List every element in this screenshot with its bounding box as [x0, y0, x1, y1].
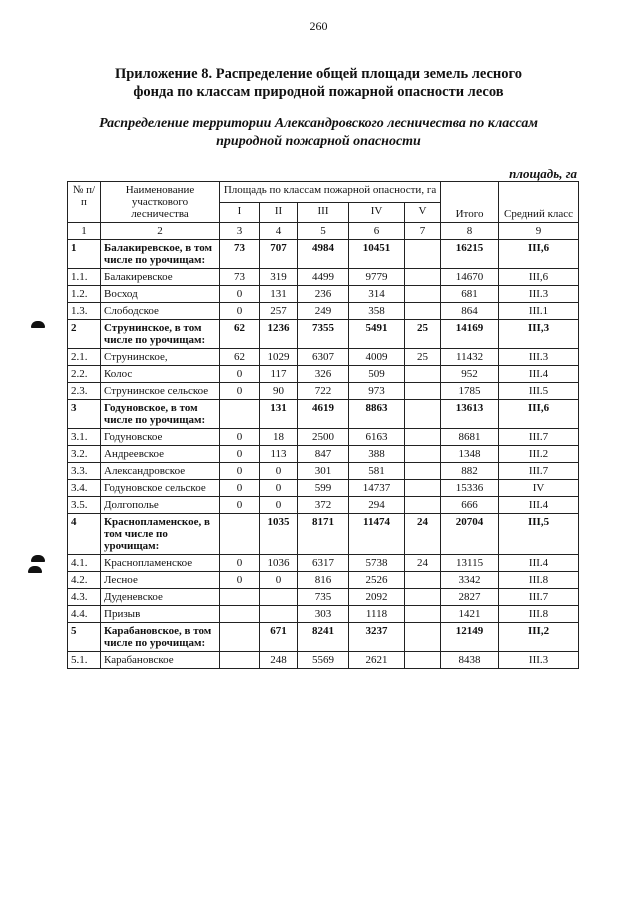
- class-i-area: [220, 589, 260, 606]
- class-ii-area: 131: [260, 286, 298, 303]
- class-ii-area: 90: [260, 383, 298, 400]
- class-iii-area: 4984: [298, 240, 349, 269]
- class-ii-area: 0: [260, 463, 298, 480]
- total-area: 8681: [441, 429, 499, 446]
- row-number: 2.2.: [68, 366, 101, 383]
- row-number: 2.3.: [68, 383, 101, 400]
- table-row: [68, 383, 579, 400]
- site-name: Александровское: [101, 463, 220, 480]
- class-i-area: [220, 514, 260, 555]
- class-iii-area: 249: [298, 303, 349, 320]
- class-iv-area: 388: [349, 446, 405, 463]
- class-v-area: [405, 480, 441, 497]
- class-i-area: [220, 606, 260, 623]
- scan-mark: [31, 555, 45, 562]
- header-class-ii: II: [260, 202, 298, 223]
- class-v-area: [405, 400, 441, 429]
- row-number: 5: [68, 623, 101, 652]
- total-area: 3342: [441, 572, 499, 589]
- table-row: [68, 446, 579, 463]
- site-name: Балакиревское: [101, 269, 220, 286]
- class-iii-area: 4619: [298, 400, 349, 429]
- class-iii-area: 372: [298, 497, 349, 514]
- table-row-district: [68, 240, 579, 269]
- row-number: 4.4.: [68, 606, 101, 623]
- average-class: III,3: [499, 320, 579, 349]
- class-i-area: 0: [220, 480, 260, 497]
- class-iv-area: 14737: [349, 480, 405, 497]
- total-area: 20704: [441, 514, 499, 555]
- appendix-heading-line-1: Приложение 8. Распределение общей площади земель лесного: [114, 66, 523, 82]
- table-row: [68, 497, 579, 514]
- average-class: III.4: [499, 366, 579, 383]
- header-class-iv: IV: [349, 202, 405, 223]
- total-area: 14670: [441, 269, 499, 286]
- row-number: 3.1.: [68, 429, 101, 446]
- average-class: III.8: [499, 572, 579, 589]
- total-area: 15336: [441, 480, 499, 497]
- class-v-area: [405, 652, 441, 669]
- table-row: [68, 463, 579, 480]
- class-ii-area: 671: [260, 623, 298, 652]
- site-name: Годуновское: [101, 429, 220, 446]
- total-area: 681: [441, 286, 499, 303]
- class-iii-area: 326: [298, 366, 349, 383]
- row-number: 2.1.: [68, 349, 101, 366]
- class-ii-area: 0: [260, 497, 298, 514]
- class-iv-area: 294: [349, 497, 405, 514]
- class-iv-area: 5491: [349, 320, 405, 349]
- class-i-area: 0: [220, 429, 260, 446]
- appendix-heading-line-2: фонда по классам природной пожарной опасности лесов: [133, 84, 504, 100]
- average-class: III,6: [499, 269, 579, 286]
- class-ii-area: [260, 606, 298, 623]
- class-v-area: 24: [405, 555, 441, 572]
- class-v-area: [405, 286, 441, 303]
- class-v-area: [405, 303, 441, 320]
- table-subheading-line-2: природной пожарной опасности: [216, 134, 421, 149]
- average-class: III.3: [499, 286, 579, 303]
- header-area-group: Площадь по классам пожарной опасности, га: [220, 182, 441, 203]
- class-iii-area: 6317: [298, 555, 349, 572]
- class-v-area: [405, 463, 441, 480]
- table-row: [68, 555, 579, 572]
- total-area: 2827: [441, 589, 499, 606]
- column-number-row: [68, 223, 579, 240]
- total-area: 12149: [441, 623, 499, 652]
- site-name: Краснопламенское, в том числе по урочищам:: [101, 514, 220, 555]
- site-name: Восход: [101, 286, 220, 303]
- site-name: Годуновское, в том числе по урочищам:: [101, 400, 220, 429]
- class-ii-area: 131: [260, 400, 298, 429]
- row-number: 3.2.: [68, 446, 101, 463]
- column-number: 3: [220, 223, 260, 240]
- table-row: [68, 286, 579, 303]
- row-number: 1.1.: [68, 269, 101, 286]
- average-class: III.4: [499, 497, 579, 514]
- average-class: III.1: [499, 303, 579, 320]
- unit-label: площадь, га: [509, 166, 577, 181]
- class-v-area: 25: [405, 349, 441, 366]
- class-i-area: 73: [220, 240, 260, 269]
- class-v-area: [405, 366, 441, 383]
- class-ii-area: 1236: [260, 320, 298, 349]
- class-ii-area: 248: [260, 652, 298, 669]
- average-class: IV: [499, 480, 579, 497]
- class-iii-area: 722: [298, 383, 349, 400]
- class-v-area: [405, 623, 441, 652]
- scan-mark: [28, 566, 42, 573]
- class-iv-area: 4009: [349, 349, 405, 366]
- header-class-i: I: [220, 202, 260, 223]
- column-number: 2: [101, 223, 220, 240]
- class-iv-area: 509: [349, 366, 405, 383]
- class-ii-area: 18: [260, 429, 298, 446]
- average-class: III.7: [499, 463, 579, 480]
- site-name: Струнинское,: [101, 349, 220, 366]
- class-v-area: [405, 446, 441, 463]
- header-average-class: Средний класс: [499, 182, 579, 223]
- total-area: 1421: [441, 606, 499, 623]
- class-iv-area: 10451: [349, 240, 405, 269]
- class-iii-area: 4499: [298, 269, 349, 286]
- row-number: 2: [68, 320, 101, 349]
- class-iv-area: 6163: [349, 429, 405, 446]
- table-row: [68, 480, 579, 497]
- class-iii-area: 236: [298, 286, 349, 303]
- class-v-area: [405, 589, 441, 606]
- class-iii-area: 847: [298, 446, 349, 463]
- class-iii-area: 301: [298, 463, 349, 480]
- class-iv-area: 5738: [349, 555, 405, 572]
- total-area: 13115: [441, 555, 499, 572]
- total-area: 864: [441, 303, 499, 320]
- table-subheading-line-1: Распределение территории Александровского лесничества по классам: [99, 116, 538, 131]
- site-name: Призыв: [101, 606, 220, 623]
- class-i-area: 0: [220, 446, 260, 463]
- site-name: Струнинское сельское: [101, 383, 220, 400]
- total-area: 13613: [441, 400, 499, 429]
- class-ii-area: 117: [260, 366, 298, 383]
- average-class: III.7: [499, 589, 579, 606]
- header-number: № п/п: [68, 182, 101, 223]
- row-number: 4.3.: [68, 589, 101, 606]
- site-name: Балакиревское, в том числе по урочищам:: [101, 240, 220, 269]
- row-number: 5.1.: [68, 652, 101, 669]
- table-row-district: [68, 514, 579, 555]
- class-i-area: 0: [220, 366, 260, 383]
- class-ii-area: 257: [260, 303, 298, 320]
- total-area: 16215: [441, 240, 499, 269]
- table-row-district: [68, 623, 579, 652]
- site-name: Долгополье: [101, 497, 220, 514]
- table-row: [68, 429, 579, 446]
- class-iv-area: 581: [349, 463, 405, 480]
- class-v-area: [405, 572, 441, 589]
- class-i-area: [220, 623, 260, 652]
- class-v-area: 25: [405, 320, 441, 349]
- class-iv-area: 1118: [349, 606, 405, 623]
- class-iv-area: 11474: [349, 514, 405, 555]
- header-name: Наименование участкового лесничества: [101, 182, 220, 223]
- site-name: Годуновское сельское: [101, 480, 220, 497]
- class-ii-area: 1029: [260, 349, 298, 366]
- row-number: 3.4.: [68, 480, 101, 497]
- total-area: 14169: [441, 320, 499, 349]
- average-class: III.3: [499, 349, 579, 366]
- class-iii-area: 8241: [298, 623, 349, 652]
- class-v-area: [405, 240, 441, 269]
- site-name: Краснопламенское: [101, 555, 220, 572]
- site-name: Дуденевское: [101, 589, 220, 606]
- class-i-area: 0: [220, 383, 260, 400]
- class-iv-area: 9779: [349, 269, 405, 286]
- table-row: [68, 269, 579, 286]
- class-iii-area: 5569: [298, 652, 349, 669]
- column-number: 4: [260, 223, 298, 240]
- class-v-area: 24: [405, 514, 441, 555]
- class-v-area: [405, 497, 441, 514]
- row-number: 3: [68, 400, 101, 429]
- table-row: [68, 366, 579, 383]
- class-iv-area: 2092: [349, 589, 405, 606]
- site-name: Андреевское: [101, 446, 220, 463]
- class-ii-area: 319: [260, 269, 298, 286]
- average-class: III,2: [499, 623, 579, 652]
- column-number: 1: [68, 223, 101, 240]
- average-class: III.4: [499, 555, 579, 572]
- class-i-area: 73: [220, 269, 260, 286]
- column-number: 7: [405, 223, 441, 240]
- class-ii-area: [260, 589, 298, 606]
- class-iv-area: 3237: [349, 623, 405, 652]
- class-i-area: 62: [220, 320, 260, 349]
- class-i-area: 0: [220, 555, 260, 572]
- average-class: III,6: [499, 400, 579, 429]
- column-number: 6: [349, 223, 405, 240]
- average-class: III.5: [499, 383, 579, 400]
- class-ii-area: 1035: [260, 514, 298, 555]
- class-iii-area: 735: [298, 589, 349, 606]
- total-area: 666: [441, 497, 499, 514]
- row-number: 4: [68, 514, 101, 555]
- class-ii-area: 707: [260, 240, 298, 269]
- class-v-area: [405, 606, 441, 623]
- average-class: III.7: [499, 429, 579, 446]
- table-row: [68, 606, 579, 623]
- class-i-area: 0: [220, 463, 260, 480]
- header-total: Итого: [441, 182, 499, 223]
- class-iii-area: 599: [298, 480, 349, 497]
- total-area: 1348: [441, 446, 499, 463]
- site-name: Карабановское: [101, 652, 220, 669]
- class-iv-area: 973: [349, 383, 405, 400]
- average-class: III,5: [499, 514, 579, 555]
- average-class: III.2: [499, 446, 579, 463]
- class-i-area: [220, 400, 260, 429]
- row-number: 3.5.: [68, 497, 101, 514]
- average-class: III,6: [499, 240, 579, 269]
- row-number: 1: [68, 240, 101, 269]
- class-iii-area: 816: [298, 572, 349, 589]
- table-row: [68, 572, 579, 589]
- site-name: Струнинское, в том числе по урочищам:: [101, 320, 220, 349]
- site-name: Слободское: [101, 303, 220, 320]
- table-row: [68, 349, 579, 366]
- class-iii-area: 2500: [298, 429, 349, 446]
- class-i-area: 62: [220, 349, 260, 366]
- class-iv-area: 8863: [349, 400, 405, 429]
- class-i-area: 0: [220, 572, 260, 589]
- site-name: Карабановское, в том числе по урочищам:: [101, 623, 220, 652]
- class-ii-area: 1036: [260, 555, 298, 572]
- table-row: [68, 589, 579, 606]
- table-row-district: [68, 400, 579, 429]
- table-row-district: [68, 320, 579, 349]
- fire-danger-table: [67, 181, 579, 669]
- site-name: Колос: [101, 366, 220, 383]
- header-class-v: V: [405, 202, 441, 223]
- class-v-area: [405, 269, 441, 286]
- page-number: 260: [309, 19, 328, 33]
- class-v-area: [405, 383, 441, 400]
- class-ii-area: 113: [260, 446, 298, 463]
- row-number: 4.2.: [68, 572, 101, 589]
- average-class: III.3: [499, 652, 579, 669]
- total-area: 882: [441, 463, 499, 480]
- total-area: 1785: [441, 383, 499, 400]
- class-iv-area: 2621: [349, 652, 405, 669]
- row-number: 1.2.: [68, 286, 101, 303]
- class-i-area: 0: [220, 497, 260, 514]
- column-number: 5: [298, 223, 349, 240]
- row-number: 4.1.: [68, 555, 101, 572]
- row-number: 3.3.: [68, 463, 101, 480]
- table-row: [68, 303, 579, 320]
- scan-mark: [31, 321, 45, 328]
- total-area: 11432: [441, 349, 499, 366]
- column-number: 9: [499, 223, 579, 240]
- column-number: 8: [441, 223, 499, 240]
- total-area: 952: [441, 366, 499, 383]
- table-row: [68, 652, 579, 669]
- class-ii-area: 0: [260, 480, 298, 497]
- class-iii-area: 6307: [298, 349, 349, 366]
- class-iii-area: 303: [298, 606, 349, 623]
- site-name: Лесное: [101, 572, 220, 589]
- header-class-iii: III: [298, 202, 349, 223]
- class-iii-area: 7355: [298, 320, 349, 349]
- class-i-area: [220, 652, 260, 669]
- class-i-area: 0: [220, 303, 260, 320]
- class-iv-area: 358: [349, 303, 405, 320]
- class-iv-area: 2526: [349, 572, 405, 589]
- total-area: 8438: [441, 652, 499, 669]
- class-iv-area: 314: [349, 286, 405, 303]
- class-iii-area: 8171: [298, 514, 349, 555]
- average-class: III.8: [499, 606, 579, 623]
- row-number: 1.3.: [68, 303, 101, 320]
- class-i-area: 0: [220, 286, 260, 303]
- class-ii-area: 0: [260, 572, 298, 589]
- class-v-area: [405, 429, 441, 446]
